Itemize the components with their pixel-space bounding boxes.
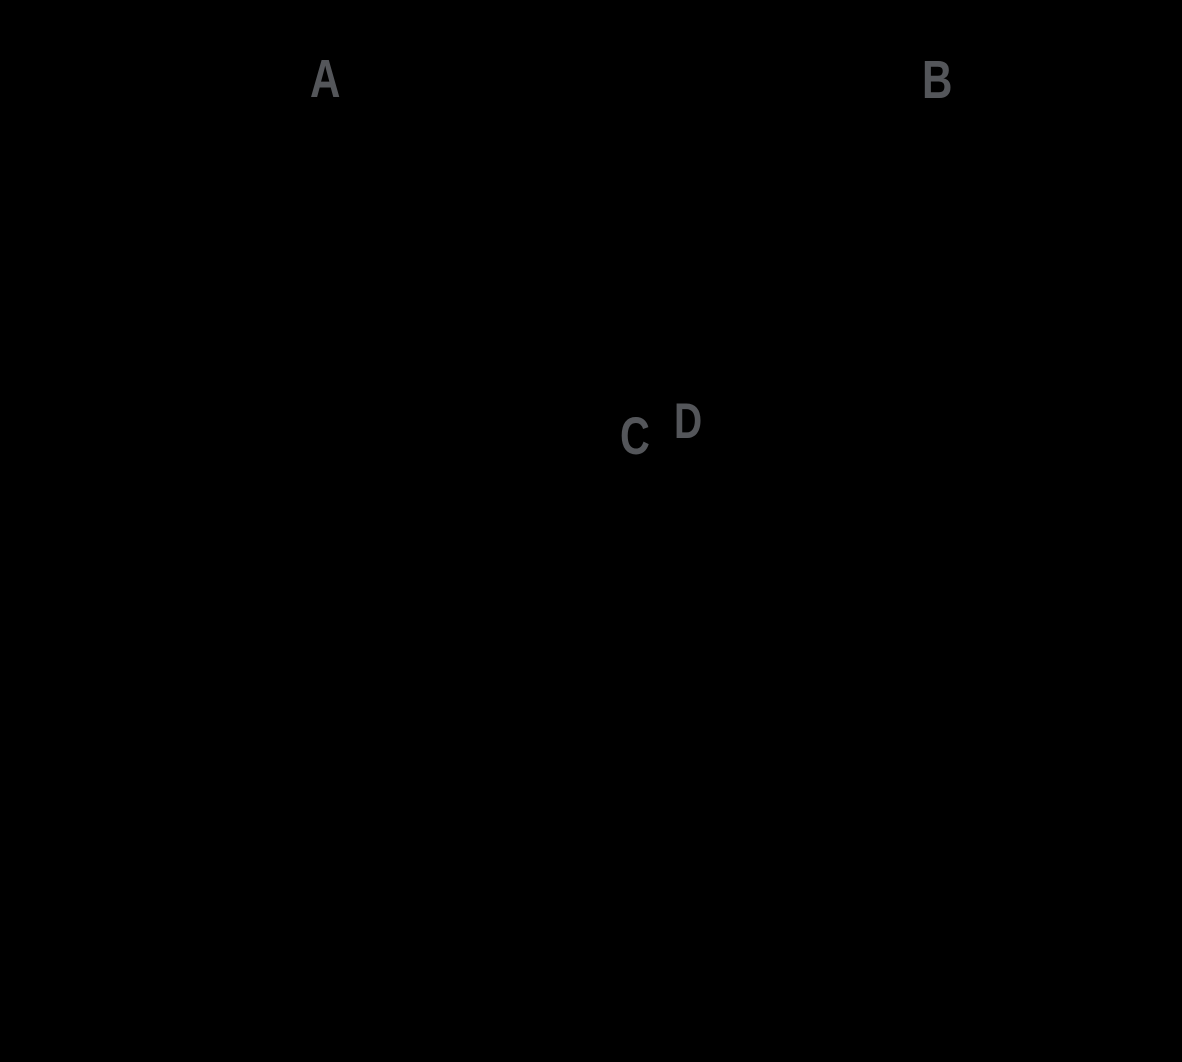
panel-label-d: D [674, 393, 703, 449]
panel-label-a: A [310, 49, 341, 109]
panel-label-b: B [922, 50, 953, 110]
panel-label-c: C [620, 407, 650, 466]
